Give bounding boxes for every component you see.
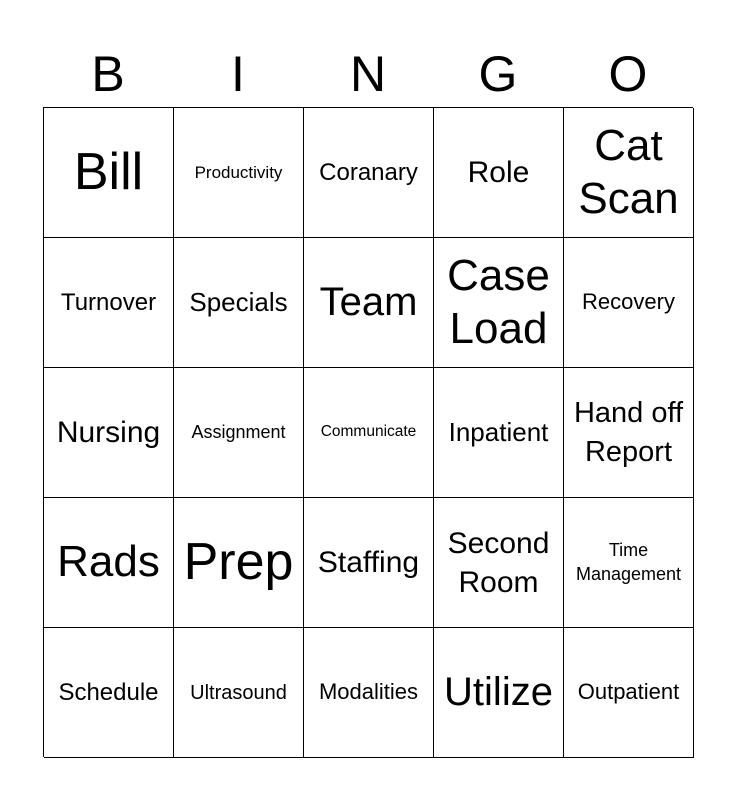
bingo-board xyxy=(43,107,693,757)
header-letter-b: B xyxy=(91,46,125,102)
cell-text: Coranary xyxy=(319,158,418,186)
cell-text: Hand off Report xyxy=(573,397,684,468)
cell-text: Case Load xyxy=(447,250,550,353)
bingo-cell[interactable] xyxy=(174,498,304,628)
bingo-cell[interactable] xyxy=(434,238,564,368)
bingo-header xyxy=(43,44,693,104)
cell-text: Time Management xyxy=(575,540,682,584)
bingo-cell[interactable] xyxy=(304,108,434,238)
cell-text: Bill xyxy=(73,142,144,201)
bingo-cell[interactable] xyxy=(174,108,304,238)
bingo-cell[interactable] xyxy=(44,238,174,368)
cell-text: Recovery xyxy=(582,289,675,315)
cell-text: Nursing xyxy=(56,416,161,449)
bingo-cell[interactable] xyxy=(434,368,564,498)
cell-text: Outpatient xyxy=(577,679,680,705)
header-letter-g: G xyxy=(478,46,518,102)
bingo-cell[interactable] xyxy=(564,108,694,238)
cell-text: Staffing xyxy=(317,546,420,579)
cell-text: Utilize xyxy=(444,670,553,715)
bingo-cell[interactable] xyxy=(304,498,434,628)
bingo-cell[interactable] xyxy=(564,498,694,628)
cell-text: Prep xyxy=(183,532,294,591)
cell-text: Team xyxy=(319,280,418,325)
bingo-cell[interactable] xyxy=(174,368,304,498)
header-letter-i: I xyxy=(231,46,245,102)
cell-text: Inpatient xyxy=(448,416,549,447)
cell-text: Turnover xyxy=(60,288,157,316)
bingo-cell[interactable] xyxy=(564,238,694,368)
bingo-cell[interactable] xyxy=(174,628,304,758)
bingo-cell[interactable] xyxy=(304,238,434,368)
bingo-cell[interactable] xyxy=(564,628,694,758)
header-letter-o: O xyxy=(608,46,648,102)
cell-text: Role xyxy=(467,156,530,189)
cell-text: Communicate xyxy=(320,423,417,441)
bingo-cell[interactable] xyxy=(434,498,564,628)
bingo-cell[interactable] xyxy=(44,498,174,628)
cell-text: Cat Scan xyxy=(578,120,679,223)
bingo-cell[interactable] xyxy=(434,628,564,758)
bingo-cell[interactable] xyxy=(304,628,434,758)
cell-text: Productivity xyxy=(194,162,283,182)
bingo-cell[interactable] xyxy=(44,368,174,498)
cell-text: Ultrasound xyxy=(190,681,287,704)
cell-text: Second Room xyxy=(447,526,550,599)
bingo-cell[interactable] xyxy=(304,368,434,498)
bingo-cell[interactable] xyxy=(434,108,564,238)
cell-text: Assignment xyxy=(191,421,286,442)
bingo-cell[interactable] xyxy=(44,108,174,238)
header-letter-n: N xyxy=(349,46,387,102)
cell-text: Specials xyxy=(189,286,288,317)
bingo-cell[interactable] xyxy=(174,238,304,368)
bingo-cell[interactable] xyxy=(44,628,174,758)
cell-text: Rads xyxy=(57,537,160,587)
cell-text: Modalities xyxy=(318,679,419,705)
cell-text: Schedule xyxy=(58,678,159,706)
bingo-cell[interactable] xyxy=(564,368,694,498)
